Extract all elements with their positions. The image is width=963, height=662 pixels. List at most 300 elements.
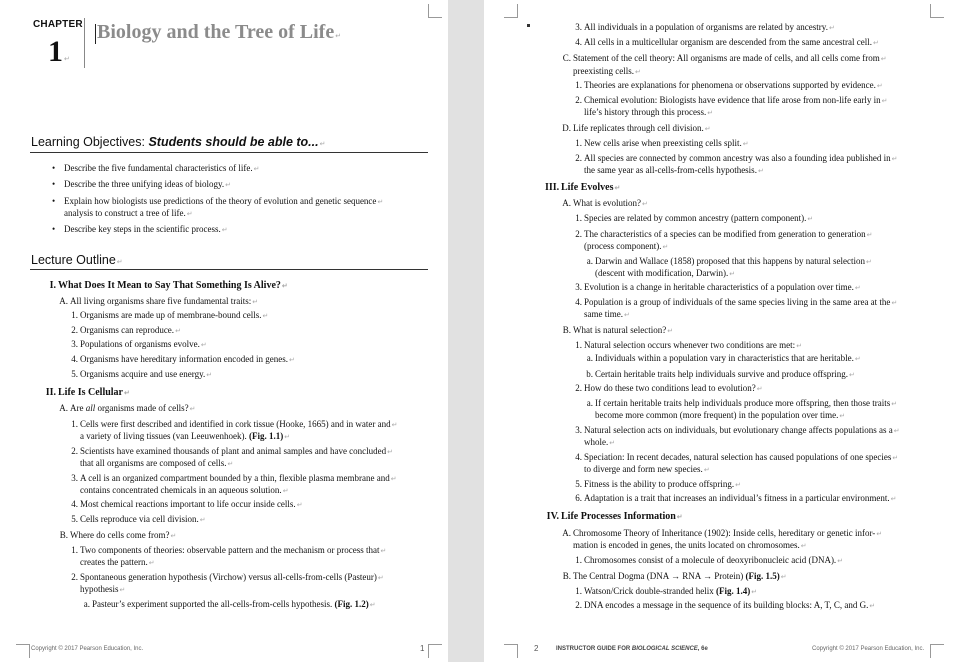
- outline-text: [584, 165, 764, 175]
- paragraph-mark: ↵: [735, 481, 741, 489]
- outline-text: [584, 241, 668, 251]
- paragraph-mark: ↵: [391, 421, 398, 429]
- paragraph-mark: ↵: [252, 298, 259, 306]
- outline-text-run: Most chemical reactions important to life occur inside cells.: [80, 499, 296, 509]
- outline-text: [595, 410, 845, 420]
- outline-text-run: Populations of organisms evolve.: [80, 339, 200, 349]
- outline-line[interactable]: [575, 600, 876, 613]
- outline-line[interactable]: [575, 282, 861, 295]
- outline-number: a.: [83, 599, 90, 609]
- figure-reference: (Fig. 1.1): [248, 431, 284, 441]
- list-marker: [527, 24, 530, 27]
- outline-text-run: New cells arise when preexisting cells split.: [584, 138, 742, 148]
- outline-number: 1.: [575, 586, 582, 596]
- outline-text: [584, 22, 835, 32]
- outline-number: a.: [586, 398, 593, 408]
- paragraph-mark: ↵: [387, 448, 394, 456]
- outline-text-run: Fitness is the ability to produce offspring.: [584, 479, 735, 489]
- outline-line[interactable]: [575, 80, 883, 93]
- outline-text: [595, 268, 735, 278]
- paragraph-mark: ↵: [780, 573, 787, 581]
- outline-number: 5.: [575, 479, 582, 489]
- outline-number: 2.: [575, 600, 582, 610]
- outline-number: 1.: [575, 555, 582, 565]
- outline-text: [573, 198, 648, 208]
- outline-line[interactable]: [71, 446, 394, 459]
- outline-text: [595, 256, 872, 266]
- outline-number: 2.: [575, 153, 582, 163]
- outline-text-run: Cells were first described and identified in cork tissue (Hooke, 1665) and in water and: [80, 419, 391, 429]
- paragraph-mark: ↵: [199, 516, 206, 524]
- outline-number: 1.: [575, 80, 582, 90]
- outline-text-run: Population is a group of individuals of the same species living in the same area at the: [584, 297, 891, 307]
- outline-line[interactable]: [584, 437, 615, 450]
- chapter-label: CHAPTER: [33, 19, 83, 30]
- outline-text: [584, 437, 615, 447]
- outline-line[interactable]: [575, 153, 898, 166]
- paragraph-mark: ↵: [880, 55, 887, 63]
- paragraph-mark: ↵: [704, 125, 711, 133]
- outline-text: [80, 485, 289, 495]
- outline-text: [80, 584, 125, 594]
- outline-number: A.: [59, 403, 68, 413]
- outline-text: [561, 182, 620, 193]
- outline-text: [584, 555, 843, 565]
- outline-text: [80, 325, 181, 335]
- outline-line[interactable]: [546, 511, 683, 524]
- outline-line[interactable]: [71, 339, 207, 352]
- outline-line[interactable]: [575, 340, 803, 353]
- outline-number: 1.: [71, 419, 78, 429]
- figure-reference: (Fig. 1.5): [745, 571, 780, 581]
- outline-text: [584, 464, 710, 474]
- outline-line[interactable]: [575, 555, 844, 568]
- paragraph-mark: ↵: [281, 282, 288, 290]
- paragraph-mark: ↵: [872, 39, 879, 47]
- outline-text: [584, 153, 898, 163]
- paragraph-mark: ↵: [64, 55, 70, 63]
- page-gap: [448, 0, 484, 662]
- outline-number: I.: [49, 280, 56, 291]
- lecture-outline-heading[interactable]: Lecture Outline↵: [31, 253, 123, 267]
- objective-text: analysis to construct a tree of life.: [64, 208, 186, 218]
- outline-line[interactable]: [575, 425, 900, 438]
- outline-line[interactable]: [71, 514, 206, 527]
- outline-line[interactable]: [575, 479, 741, 492]
- outline-line[interactable]: [575, 229, 873, 242]
- outline-number: 1.: [71, 545, 78, 555]
- outline-text: [70, 403, 195, 413]
- paragraph-mark: ↵: [225, 181, 231, 189]
- outline-line[interactable]: [59, 296, 259, 309]
- outline-text: [584, 452, 898, 462]
- text-cursor: [95, 24, 96, 44]
- outline-text-run: If certain heritable traits help individuals produce more offspring, then those traits: [595, 398, 891, 408]
- outline-text-run: What is evolution?: [573, 198, 641, 208]
- outline-number: 4.: [71, 499, 78, 509]
- outline-number: 2.: [575, 95, 582, 105]
- objective-item[interactable]: [64, 224, 228, 237]
- outline-line[interactable]: [562, 325, 674, 338]
- outline-text-run: Speciation: In recent decades, natural selection has caused populations of one species: [584, 452, 892, 462]
- paragraph-mark: ↵: [891, 400, 898, 408]
- outline-number: 3.: [71, 473, 78, 483]
- paragraph-mark: ↵: [296, 501, 303, 509]
- outline-line[interactable]: [71, 473, 397, 486]
- outline-text-run: Two components of theories: observable pattern and the mechanism or process that: [80, 545, 380, 555]
- outline-text: [573, 540, 807, 550]
- outline-line[interactable]: [584, 165, 764, 178]
- outline-text-run: hypothesis: [80, 584, 119, 594]
- outline-text-run: Evolution is a change in heritable characteristics of a population over time.: [584, 282, 854, 292]
- paragraph-mark: ↵: [170, 532, 177, 540]
- paragraph-mark: ↵: [891, 155, 898, 163]
- outline-text-run: Certain heritable traits help individuals survive and produce offspring.: [595, 369, 849, 379]
- outline-text-run: Theories are explanations for phenomena or observations supported by evidence.: [584, 80, 876, 90]
- outline-line[interactable]: [586, 256, 872, 269]
- outline-number: 1.: [71, 310, 78, 320]
- outline-text-run: All individuals in a population of organisms are related by ancestry.: [584, 22, 828, 32]
- outline-text: [80, 458, 233, 468]
- outline-text: [584, 340, 802, 350]
- outline-text: [584, 138, 749, 148]
- outline-text-run: Organisms have hereditary information encoded in genes.: [80, 354, 289, 364]
- outline-text-run: What Does It Mean to Say That Something Is Alive?: [58, 280, 281, 291]
- figure-reference: (Fig. 1.2): [334, 599, 369, 609]
- outline-text-run: Chemical evolution: Biologists have evidence that life arose from non-life early in: [584, 95, 881, 105]
- objective-text: Describe key steps in the scientific process.: [64, 224, 221, 234]
- outline-line[interactable]: [71, 310, 269, 323]
- outline-line[interactable]: [595, 268, 735, 281]
- outline-text: [80, 369, 212, 379]
- outline-line[interactable]: [71, 545, 387, 558]
- outline-text-emphasis: all: [85, 403, 96, 413]
- outline-text-run: that all organisms are composed of cells.: [80, 458, 227, 468]
- outline-text-run: Chromosomes consist of a molecule of deoxyribonucleic acid (DNA).: [584, 555, 837, 565]
- outline-text: [573, 325, 673, 335]
- outline-number: 1.: [575, 340, 582, 350]
- page-number: 1: [420, 644, 425, 653]
- paragraph-mark: ↵: [282, 487, 289, 495]
- outline-number: D.: [562, 123, 571, 133]
- paragraph-mark: ↵: [289, 356, 295, 364]
- outline-number: a.: [586, 256, 593, 266]
- paragraph-mark: ↵: [377, 574, 384, 582]
- paragraph-mark: ↵: [380, 547, 387, 555]
- outline-number: IV.: [546, 511, 559, 522]
- outline-line[interactable]: [575, 37, 879, 50]
- paragraph-mark: ↵: [124, 389, 130, 397]
- outline-line[interactable]: [575, 297, 898, 310]
- paragraph-mark: ↵: [390, 475, 397, 483]
- outline-text-run: Cells reproduce via cell division.: [80, 514, 199, 524]
- outline-number: B.: [562, 325, 571, 335]
- outline-line[interactable]: [545, 182, 621, 195]
- paragraph-mark: ↵: [756, 385, 763, 393]
- outline-text-run: Darwin and Wallace (1858) proposed that this happens by natural selection: [595, 256, 866, 266]
- outline-text-run: Chromosome Theory of Inheritance (1902): Inside cells, hereditary or genetic infor-: [573, 528, 876, 538]
- outline-line[interactable]: [562, 571, 787, 584]
- paragraph-mark: ↵: [729, 270, 736, 278]
- outline-line[interactable]: [59, 530, 177, 543]
- outline-line[interactable]: [584, 241, 668, 254]
- outline-line[interactable]: [575, 586, 758, 599]
- paragraph-mark: ↵: [892, 454, 899, 462]
- outline-line[interactable]: [71, 325, 181, 338]
- outline-text-run: become more common (more frequent) in the population over time.: [595, 410, 839, 420]
- outline-text-run: All cells in a multicellular organism are descended from the same ancestral cell.: [584, 37, 872, 47]
- outline-line[interactable]: [59, 403, 196, 416]
- outline-text: [573, 528, 882, 538]
- outline-text: [80, 514, 206, 524]
- outline-number: 1.: [575, 213, 582, 223]
- outline-text: [584, 383, 763, 393]
- outline-line[interactable]: [573, 540, 807, 553]
- paragraph-mark: ↵: [742, 140, 749, 148]
- outline-line[interactable]: [562, 528, 883, 541]
- outline-text-run: Pasteur’s experiment supported the all-cells-from-cells hypothesis.: [92, 599, 335, 609]
- outline-number: 2.: [71, 446, 78, 456]
- paragraph-mark: ↵: [757, 167, 764, 175]
- outline-text-run: life’s history through this process.: [584, 107, 707, 117]
- crop-mark: [428, 644, 442, 658]
- outline-text-run: Scientists have examined thousands of plant and animal samples and have concluded: [80, 446, 387, 456]
- outline-text: [80, 339, 207, 349]
- outline-line[interactable]: [80, 458, 233, 471]
- outline-line[interactable]: [83, 599, 376, 612]
- outline-number: II.: [45, 387, 56, 398]
- outline-line[interactable]: [584, 309, 630, 322]
- outline-line[interactable]: [575, 452, 899, 465]
- heading-rule: [30, 152, 428, 153]
- outline-number: a.: [586, 353, 593, 363]
- outline-line[interactable]: [575, 213, 814, 226]
- outline-text-run: Are: [70, 403, 86, 413]
- outline-text: [573, 53, 887, 63]
- outline-line[interactable]: [71, 499, 303, 512]
- paragraph-mark: ↵: [335, 32, 342, 40]
- outline-text-run: organisms made of cells?: [95, 403, 189, 413]
- outline-number: 4.: [575, 452, 582, 462]
- outline-text: [584, 600, 875, 610]
- outline-line[interactable]: [71, 419, 398, 432]
- outline-line[interactable]: [586, 353, 861, 366]
- paragraph-mark: ↵: [186, 210, 193, 218]
- outline-text-run: The characteristics of a species can be modified from generation to generation: [584, 229, 866, 239]
- outline-line[interactable]: [71, 354, 295, 367]
- outline-text: [584, 297, 897, 307]
- objective-text: Describe the five fundamental characteristics of life.: [64, 163, 253, 173]
- outline-number: C.: [562, 53, 571, 63]
- paragraph-mark: ↵: [667, 327, 674, 335]
- outline-text: [584, 213, 813, 223]
- paragraph-mark: ↵: [148, 559, 155, 567]
- outline-text: [584, 37, 879, 47]
- outline-text: [584, 493, 897, 503]
- outline-line[interactable]: [562, 53, 887, 66]
- outline-line[interactable]: [562, 123, 711, 136]
- outline-line[interactable]: [71, 572, 384, 585]
- outline-line[interactable]: [71, 369, 213, 382]
- paragraph-mark: ↵: [890, 495, 897, 503]
- paragraph-mark: ↵: [262, 312, 269, 320]
- outline-number: 5.: [71, 369, 78, 379]
- objective-item[interactable]: [64, 208, 193, 221]
- paragraph-mark: ↵: [893, 427, 900, 435]
- outline-line[interactable]: [586, 369, 855, 382]
- outline-number: 5.: [71, 514, 78, 524]
- outline-line[interactable]: [586, 398, 898, 411]
- outline-number: 4.: [575, 297, 582, 307]
- paragraph-mark: ↵: [676, 513, 683, 521]
- paragraph-mark: ↵: [839, 412, 846, 420]
- outline-number: III.: [545, 182, 560, 193]
- outline-line[interactable]: [80, 485, 289, 498]
- chapter-divider: [84, 18, 85, 68]
- paragraph-mark: ↵: [175, 327, 181, 335]
- outline-text-run: Life replicates through cell division.: [573, 123, 704, 133]
- outline-line[interactable]: [584, 464, 710, 477]
- outline-text-run: same time.: [584, 309, 623, 319]
- outline-text: [584, 80, 883, 90]
- outline-line[interactable]: [562, 198, 648, 211]
- outline-number: A.: [562, 528, 571, 538]
- outline-line[interactable]: [573, 66, 641, 79]
- outline-text: [80, 572, 384, 582]
- outline-line[interactable]: [575, 95, 888, 108]
- outline-text: [573, 571, 787, 581]
- paragraph-mark: ↵: [189, 405, 196, 413]
- outline-text-run: A cell is an organized compartment bounded by a thin, flexible plasma membrane and: [80, 473, 390, 483]
- outline-line[interactable]: [584, 107, 713, 120]
- objective-item[interactable]: [64, 163, 260, 176]
- outline-text: [80, 499, 303, 509]
- outline-line[interactable]: [575, 22, 835, 35]
- outline-number: 3.: [71, 339, 78, 349]
- paragraph-mark: ↵: [703, 466, 710, 474]
- outline-text: [584, 309, 630, 319]
- outline-text-run: Species are related by common ancestry (pattern component).: [584, 213, 807, 223]
- outline-text-run: preexisting cells.: [573, 66, 634, 76]
- outline-number: A.: [562, 198, 571, 208]
- outline-text: [58, 387, 130, 398]
- outline-line[interactable]: [49, 280, 288, 293]
- footer-copyright: Copyright © 2017 Pearson Education, Inc.: [31, 646, 144, 652]
- outline-line[interactable]: [80, 431, 290, 444]
- outline-text-run: Natural selection occurs whenever two conditions are met:: [584, 340, 796, 350]
- outline-text: [561, 511, 683, 522]
- outline-text-run: Life Is Cellular: [58, 387, 123, 398]
- crop-mark: [428, 4, 442, 18]
- paragraph-mark: ↵: [876, 530, 883, 538]
- outline-text-run: to diverge and form new species.: [584, 464, 703, 474]
- outline-number: B.: [562, 571, 571, 581]
- outline-text-run: whole.: [584, 437, 609, 447]
- outline-text-run: Organisms can reproduce.: [80, 325, 175, 335]
- bullet-icon: •: [52, 196, 56, 206]
- outline-text: [584, 425, 900, 435]
- outline-text-run: Natural selection acts on individuals, but evolutionary change affects populations as a: [584, 425, 893, 435]
- objective-item[interactable]: [64, 179, 231, 192]
- outline-text: [584, 479, 741, 489]
- outline-number: 2.: [575, 383, 582, 393]
- outline-text-run: DNA encodes a message in the sequence of its building blocks: A, T, C, and G.: [584, 600, 869, 610]
- paragraph-mark: ↵: [206, 371, 213, 379]
- paragraph-mark: ↵: [377, 198, 384, 206]
- bullet-icon: •: [52, 163, 56, 173]
- outline-text: [80, 354, 295, 364]
- paragraph-mark: ↵: [796, 342, 803, 350]
- outline-text-run: The Central Dogma (DNA → RNA → Protein): [573, 571, 746, 581]
- paragraph-mark: ↵: [221, 226, 228, 234]
- outline-text-run: mation is encoded in genes, the units located on chromosomes.: [573, 540, 800, 550]
- objective-item[interactable]: [64, 196, 383, 209]
- outline-text-run: Life Evolves: [561, 182, 614, 193]
- paragraph-mark: ↵: [828, 24, 835, 32]
- outline-text: [58, 280, 288, 291]
- paragraph-mark: ↵: [881, 97, 888, 105]
- outline-text: [573, 123, 711, 133]
- paragraph-mark: ↵: [369, 601, 376, 609]
- outline-line[interactable]: [45, 387, 130, 400]
- paragraph-mark: ↵: [609, 439, 616, 447]
- outline-number: 6.: [575, 493, 582, 503]
- learning-objectives-heading[interactable]: Learning Objectives: Students should be able to...↵: [31, 135, 326, 149]
- chapter-number: 1: [48, 35, 63, 68]
- chapter-title[interactable]: Biology and the Tree of Life: [97, 21, 335, 43]
- outline-line[interactable]: [80, 584, 125, 597]
- outline-text: [80, 310, 268, 320]
- outline-text-run: Where do cells come from?: [70, 530, 170, 540]
- outline-text: [595, 398, 897, 408]
- outline-text: [80, 545, 386, 555]
- outline-number: 4.: [71, 354, 78, 364]
- outline-line[interactable]: [575, 493, 897, 506]
- crop-mark: [504, 644, 518, 658]
- outline-text-run: (process component).: [584, 241, 662, 251]
- outline-line[interactable]: [80, 557, 155, 570]
- paragraph-mark: ↵: [253, 165, 260, 173]
- paragraph-mark: ↵: [800, 542, 807, 550]
- outline-number: 2.: [71, 325, 78, 335]
- outline-number: A.: [59, 296, 68, 306]
- outline-text: [80, 473, 397, 483]
- outline-text: [584, 229, 873, 239]
- outline-text-run: (descent with modification, Darwin).: [595, 268, 729, 278]
- outline-text-run: creates the pattern.: [80, 557, 148, 567]
- paragraph-mark: ↵: [634, 68, 641, 76]
- outline-text-run: What is natural selection?: [573, 325, 667, 335]
- outline-text: [80, 419, 398, 429]
- paragraph-mark: ↵: [119, 586, 126, 594]
- paragraph-mark: ↵: [227, 460, 234, 468]
- paragraph-mark: ↵: [854, 284, 861, 292]
- footer-copyright: Copyright © 2017 Pearson Education, Inc.: [812, 646, 925, 652]
- outline-text-run: a variety of living tissues (van Leeuwenhoek).: [80, 431, 249, 441]
- paragraph-mark: ↵: [869, 602, 876, 610]
- paragraph-mark: ↵: [200, 341, 207, 349]
- paragraph-mark: ↵: [641, 200, 648, 208]
- crop-mark: [930, 4, 944, 18]
- outline-line[interactable]: [575, 138, 749, 151]
- outline-line[interactable]: [595, 410, 845, 423]
- crop-mark: [504, 4, 518, 18]
- outline-text-run: Organisms acquire and use energy.: [80, 369, 206, 379]
- outline-number: 2.: [71, 572, 78, 582]
- outline-line[interactable]: [575, 383, 763, 396]
- paragraph-mark: ↵: [849, 371, 855, 379]
- outline-number: 3.: [575, 22, 582, 32]
